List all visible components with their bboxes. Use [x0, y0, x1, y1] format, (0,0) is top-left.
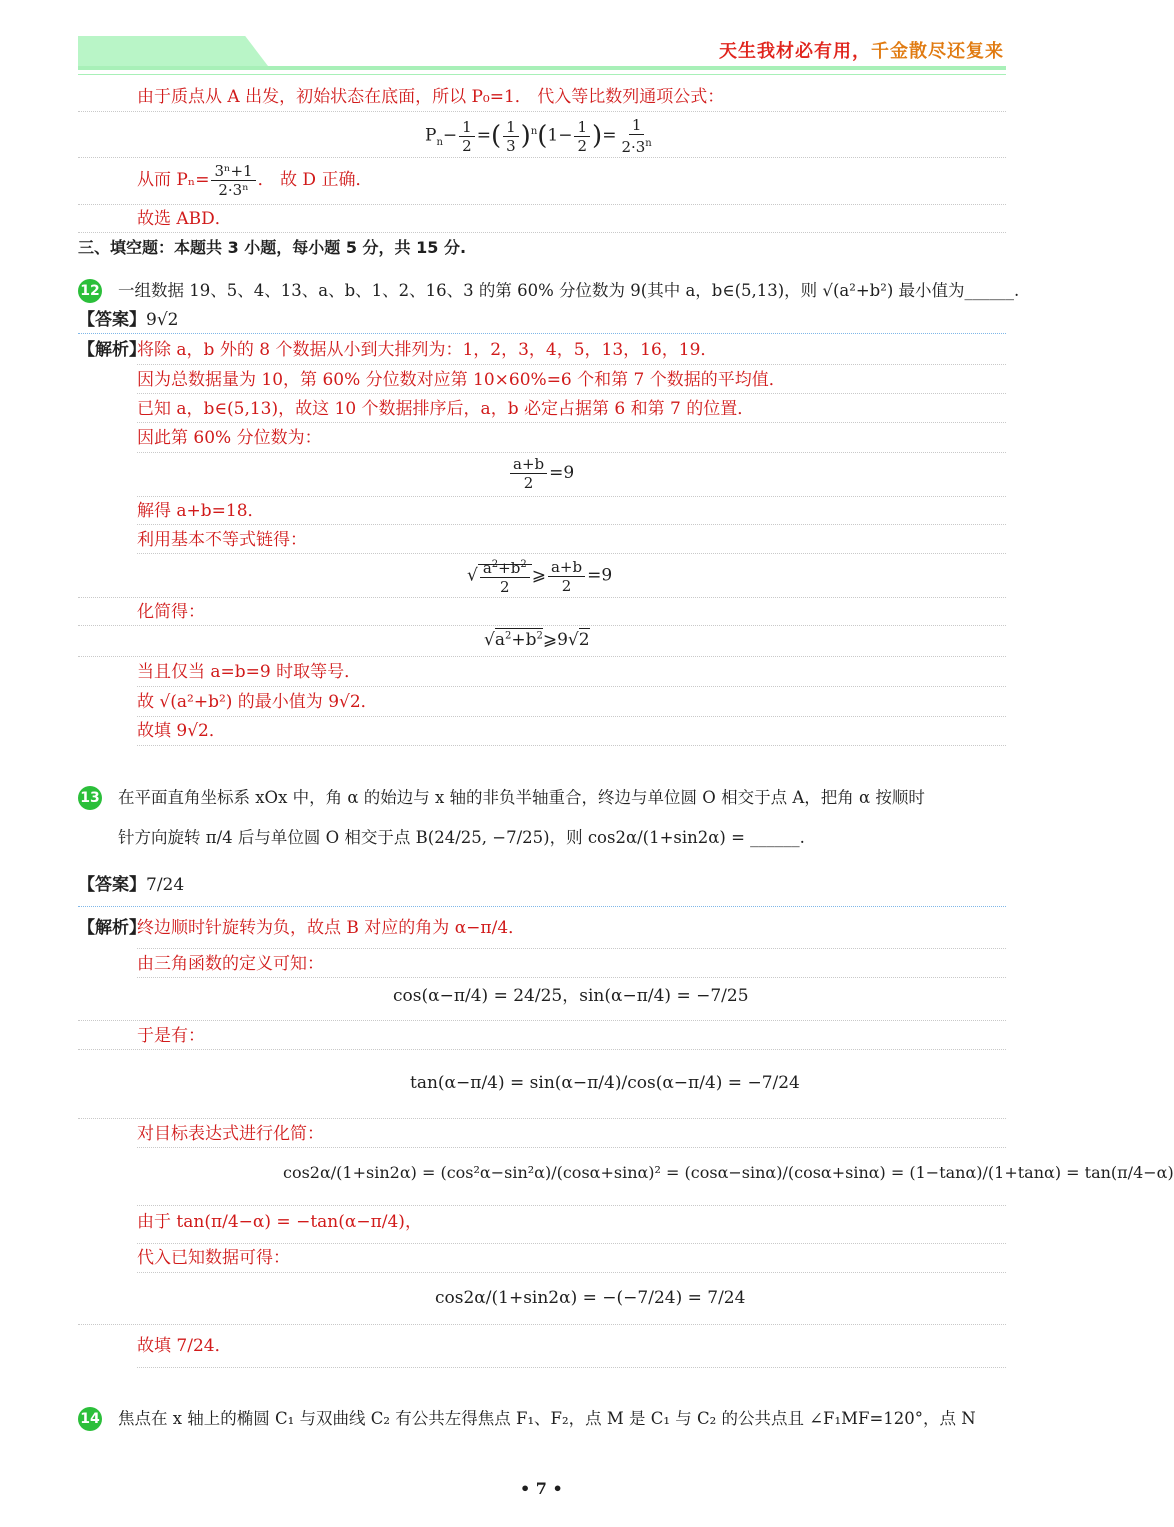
q12-step4: 因此第 60% 分位数为：	[137, 428, 322, 448]
q12-number-badge: 12	[78, 279, 102, 303]
q12-step5: 解得 a+b=18．	[137, 501, 265, 521]
q12-step8: 当且仅当 a=b=9 时取等号．	[137, 662, 362, 682]
page-number: • 7 •	[520, 1479, 563, 1498]
header-line	[78, 66, 1006, 70]
q13-eq2: tan(α−π/4) = sin(α−π/4)/cos(α−π/4) = −7/24	[410, 1073, 800, 1093]
q12-step2: 因为总数据量为 10，第 60% 分位数对应第 10×60%=6 个和第 7 个数据的平均值．	[137, 370, 786, 390]
q13-answer-label: 【答案】	[78, 875, 146, 895]
prev-line3: 故选 ABD．	[137, 209, 232, 229]
section3-title: 三、填空题：本题共 3 小题，每小题 5 分，共 15 分.	[78, 238, 467, 257]
q12-step6: 利用基本不等式链得：	[137, 530, 307, 550]
q13-analysis-label	[78, 917, 146, 939]
q13-step4: 对目标表达式进行化简：	[137, 1124, 324, 1144]
prev-eq1: $P_n-$ $\frac{1}{2}$ =( $\frac{1}{3}$ )$^n$(1− $\frac{1}{2}$ )= $\frac{1}{2\cdot 3^n}$	[425, 116, 652, 156]
prev-line1: 由于质点从 A 出发，初始状态在底面，所以 P₀=1． 代入等比数列通项公式：	[137, 87, 725, 107]
q12-answer-value: 9√2	[146, 310, 179, 330]
q12-eq3: $√a^2+b^2⩾9√2$	[484, 630, 590, 650]
prev-line2-frac-num: 3ⁿ+1	[211, 162, 255, 181]
q12-eq1: $\frac{a+b}{2}$ =9	[508, 455, 574, 492]
q13-step5: 由于 tan(π/4−α) = −tan(α−π/4)，	[137, 1212, 422, 1232]
prev-line2	[137, 162, 372, 199]
q12-analysis-label-text: 【解析】	[78, 340, 146, 360]
q12-step10: 故填 9√2．	[137, 721, 226, 741]
q13-question-line1: 在平面直角坐标系 xOx 中，角 α 的始边与 x 轴的非负半轴重合，终边与单位圆 O 相交于点 A，把角 α 按顺时	[118, 788, 925, 807]
prev-line2-prefix: 从而 Pₙ=	[137, 170, 210, 190]
header-line-thin	[78, 74, 1006, 75]
q14-number-badge: 14	[78, 1407, 102, 1431]
q13-answer	[78, 874, 184, 896]
q13-step6: 代入已知数据可得：	[137, 1248, 290, 1268]
header-bar	[78, 36, 1006, 78]
q12-step3: 已知 a，b∈(5,13)，故这 10 个数据排序后，a，b 必定占据第 6 和第 7 的位置．	[137, 399, 755, 419]
q12-step9: 故 √(a²+b²) 的最小值为 9√2．	[137, 692, 378, 712]
q13-eq4: cos2α/(1+sin2α) = −(−7/24) = 7/24	[435, 1288, 746, 1308]
q13-step2: 由三角函数的定义可知：	[137, 954, 324, 974]
header-slogan	[719, 37, 1004, 63]
q12-step1: 将除 a，b 外的 8 个数据从小到大排列为：1，2，3，4，5，13，16，19．	[137, 340, 718, 360]
q12-answer	[78, 309, 178, 331]
slogan-part2: 千金散尽还复来	[871, 41, 1004, 62]
header-green-tab	[78, 36, 268, 66]
q12-step7: 化简得：	[137, 602, 205, 622]
q13-step7: 故填 7/24．	[137, 1336, 232, 1356]
q12-eq2: √ $\frac{a^2+b^2}{2}$ ⩾ $\frac{a+b}{2}$ =9	[467, 557, 613, 596]
prev-line2-frac-den: 2·3ⁿ	[218, 181, 249, 199]
q13-eq1: cos(α−π/4) = 24/25，sin(α−π/4) = −7/25	[393, 986, 749, 1006]
q12-question: 一组数据 19、5、4、13、a、b、1、2、16、3 的第 60% 分位数为 9(其中 a，b∈(5,13)，则 √(a²+b²) 最小值为______.	[118, 281, 1020, 300]
q13-question-line2: 针方向旋转 π/4 后与单位圆 O 相交于点 B(24/25, −7/25)，则 cos2α/(1+sin2α) = ______.	[118, 828, 805, 847]
q13-number-badge: 13	[78, 786, 102, 810]
q13-analysis-label-text: 【解析】	[78, 918, 146, 938]
q13-eq3: cos2α/(1+sin2α) = (cos²α−sin²α)/(cosα+sinα)² = (cosα−sinα)/(cosα+sinα) = (1−tanα)/(1+tanα) = tan(π/4−α)	[283, 1163, 1174, 1182]
q13-answer-value: 7/24	[146, 875, 185, 895]
q14-question: 焦点在 x 轴上的椭圆 C₁ 与双曲线 C₂ 有公共左得焦点 F₁、F₂，点 M 是 C₁ 与 C₂ 的公共点且 ∠F₁MF=120°，点 N	[118, 1409, 976, 1428]
q12-analysis-label	[78, 339, 146, 361]
slogan-part1: 天生我材必有用，	[719, 41, 871, 62]
prev-line2-suffix: ． 故 D 正确．	[257, 170, 373, 190]
q13-step1: 终边顺时针旋转为负，故点 B 对应的角为 α−π/4．	[137, 918, 526, 938]
q13-step3: 于是有：	[137, 1026, 205, 1046]
q12-answer-label: 【答案】	[78, 310, 146, 330]
